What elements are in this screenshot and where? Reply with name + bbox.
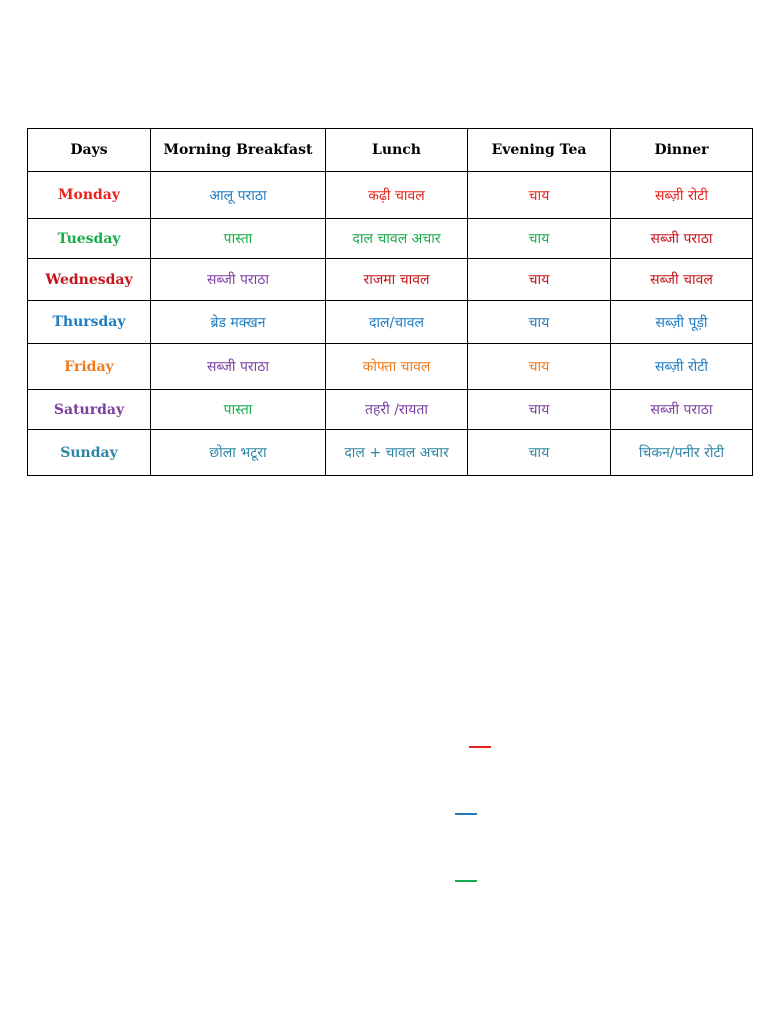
lunch-cell: दाल + चावल अचार <box>326 430 468 476</box>
evening-tea-cell: चाय <box>468 430 611 476</box>
dinner-cell: सब्ज़ी रोटी <box>611 344 753 390</box>
lunch-cell: कढ़ी चावल <box>326 172 468 219</box>
day-cell: Thursday <box>28 301 151 344</box>
breakfast-cell: सब्जी पराठा <box>151 344 326 390</box>
lunch-cell: दाल/चावल <box>326 301 468 344</box>
evening-tea-cell: चाय <box>468 219 611 259</box>
weekly-meal-table <box>27 128 753 476</box>
breakfast-cell: आलू पराठा <box>151 172 326 219</box>
table-row <box>28 430 753 476</box>
dinner-cell: सब्जी पराठा <box>611 390 753 430</box>
dinner-cell: सब्ज़ी रोटी <box>611 172 753 219</box>
breakfast-cell: पास्ता <box>151 219 326 259</box>
breakfast-cell: छोला भटूरा <box>151 430 326 476</box>
header-dinner: Dinner <box>611 129 753 172</box>
breakfast-cell: ब्रेड मक्खन <box>151 301 326 344</box>
day-cell: Sunday <box>28 430 151 476</box>
breakfast-cell: पास्ता <box>151 390 326 430</box>
day-cell: Monday <box>28 172 151 219</box>
dinner-cell: चिकन/पनीर रोटी <box>611 430 753 476</box>
evening-tea-cell: चाय <box>468 344 611 390</box>
lunch-cell: तहरी /रायता <box>326 390 468 430</box>
header-days: Days <box>28 129 151 172</box>
day-cell: Friday <box>28 344 151 390</box>
table-row <box>28 301 753 344</box>
dinner-cell: सब्जी चावल <box>611 259 753 301</box>
header-evening-tea: Evening Tea <box>468 129 611 172</box>
blue-dash-mark <box>455 813 477 815</box>
day-cell: Wednesday <box>28 259 151 301</box>
evening-tea-cell: चाय <box>468 390 611 430</box>
green-dash-mark <box>455 880 477 882</box>
table-row <box>28 259 753 301</box>
dinner-cell: सब्जी पराठा <box>611 219 753 259</box>
header-lunch: Lunch <box>326 129 468 172</box>
table-row <box>28 219 753 259</box>
red-dash-mark <box>469 746 491 748</box>
day-cell: Tuesday <box>28 219 151 259</box>
dinner-cell: सब्ज़ी पूड़ी <box>611 301 753 344</box>
day-cell: Saturday <box>28 390 151 430</box>
lunch-cell: दाल चावल अचार <box>326 219 468 259</box>
evening-tea-cell: चाय <box>468 301 611 344</box>
table-row <box>28 344 753 390</box>
evening-tea-cell: चाय <box>468 172 611 219</box>
header-morning-breakfast: Morning Breakfast <box>151 129 326 172</box>
table-row <box>28 390 753 430</box>
lunch-cell: राजमा चावल <box>326 259 468 301</box>
breakfast-cell: सब्जी पराठा <box>151 259 326 301</box>
table-row <box>28 172 753 219</box>
evening-tea-cell: चाय <box>468 259 611 301</box>
table-header-row <box>28 129 753 172</box>
lunch-cell: कोफ्ता चावल <box>326 344 468 390</box>
